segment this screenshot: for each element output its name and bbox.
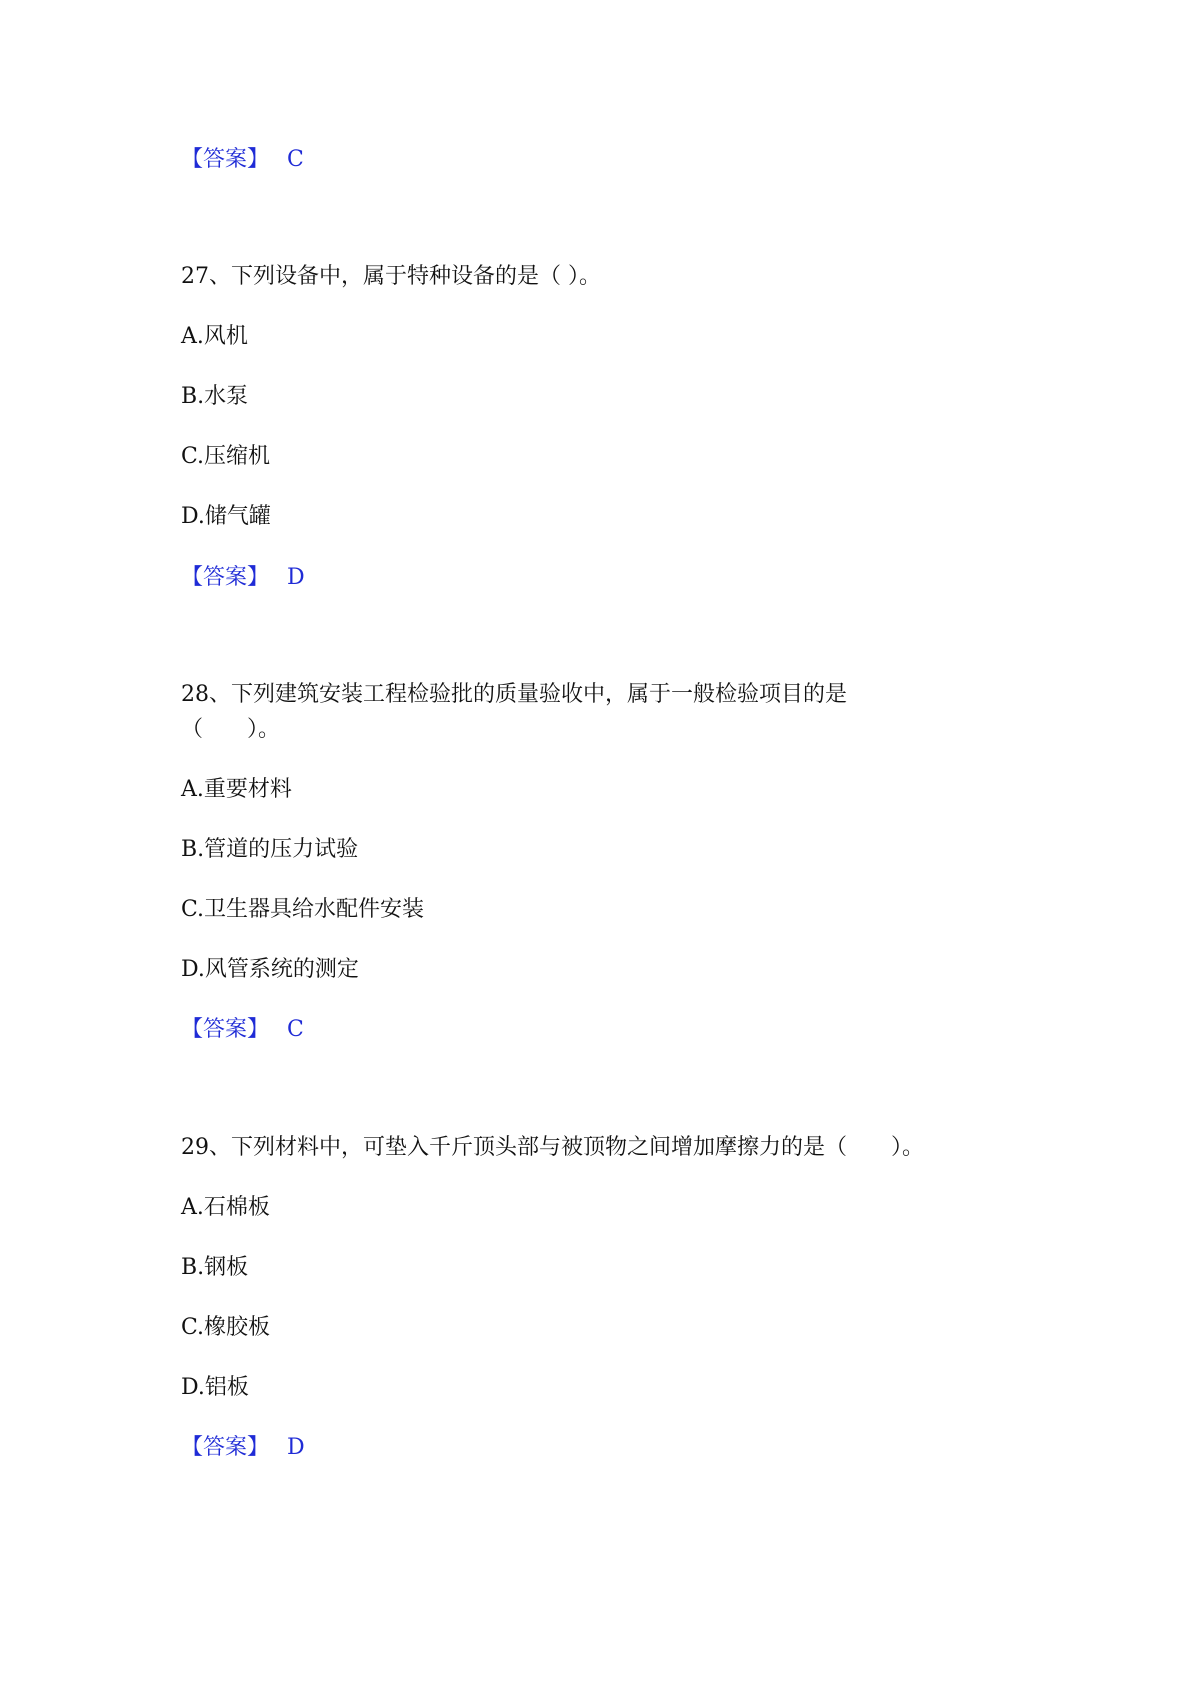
question-27-option-c: C.压缩机 bbox=[181, 444, 271, 469]
answer-value: D bbox=[287, 565, 305, 590]
question-28-stem: 28、下列建筑安装工程检验批的质量验收中，属于一般检验项目的是 bbox=[181, 682, 847, 707]
answer-label: 【答案】 bbox=[181, 1017, 270, 1042]
question-27-option-b: B.水泵 bbox=[181, 384, 249, 409]
answer-line bbox=[181, 145, 304, 175]
question-28-option-c: C.卫生器具给水配件安装 bbox=[181, 897, 425, 922]
question-27-answer-line bbox=[181, 563, 305, 593]
question-27-option-d: D.储气罐 bbox=[181, 504, 271, 529]
question-29-option-d: D.铝板 bbox=[181, 1375, 249, 1400]
question-28-option-d: D.风管系统的测定 bbox=[181, 957, 359, 982]
question-28-stem-continuation: （ ）。 bbox=[181, 717, 281, 742]
question-27-stem: 27、下列设备中，属于特种设备的是（ ）。 bbox=[181, 264, 601, 289]
question-27-option-a: A.风机 bbox=[181, 324, 248, 349]
question-28-answer-line bbox=[181, 1015, 304, 1045]
answer-label: 【答案】 bbox=[181, 147, 270, 172]
answer-value: C bbox=[287, 147, 304, 172]
answer-value: D bbox=[287, 1435, 305, 1460]
answer-label: 【答案】 bbox=[181, 565, 270, 590]
question-29-answer-line bbox=[181, 1433, 305, 1463]
question-29-option-a: A.石棉板 bbox=[181, 1195, 270, 1220]
answer-value: C bbox=[287, 1017, 304, 1042]
question-28-option-b: B.管道的压力试验 bbox=[181, 837, 359, 862]
answer-label: 【答案】 bbox=[181, 1435, 270, 1460]
question-29-option-b: B.钢板 bbox=[181, 1255, 249, 1280]
question-28-option-a: A.重要材料 bbox=[181, 777, 292, 802]
question-29-stem: 29、下列材料中，可垫入千斤顶头部与被顶物之间增加摩擦力的是（ ）。 bbox=[181, 1135, 924, 1160]
question-29-option-c: C.橡胶板 bbox=[181, 1315, 271, 1340]
